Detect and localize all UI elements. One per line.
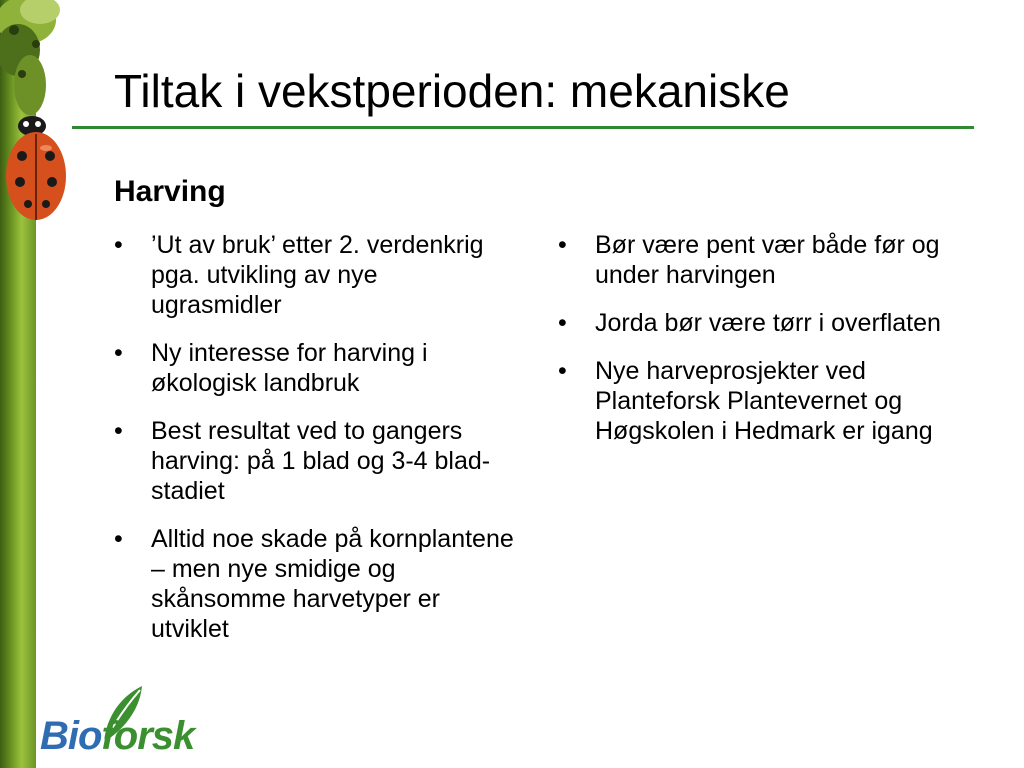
bullet-text: Best resultat ved to gangers harving: på 1 blad og 3-4 blad-stadiet bbox=[151, 417, 491, 505]
bullet-text: Alltid noe skade på kornplantene – men nye smidige og skånsomme harvetyper er utviklet bbox=[151, 525, 514, 643]
left-bullet-list bbox=[114, 230, 514, 662]
bullet-item bbox=[114, 416, 514, 506]
bullet-icon: • bbox=[114, 417, 123, 445]
bullet-item bbox=[114, 338, 514, 398]
bullet-text: Bør være pent vær både før og under harvingen bbox=[595, 231, 940, 289]
bullet-icon: • bbox=[558, 309, 567, 337]
bullet-item bbox=[114, 230, 514, 320]
bullet-item bbox=[114, 524, 514, 644]
title-underline bbox=[72, 126, 974, 129]
logo-wordmark bbox=[40, 714, 194, 759]
bullet-text: Jorda bør være tørr i overflaten bbox=[595, 309, 941, 337]
slide-title: Tiltak i vekstperioden: mekaniske bbox=[114, 65, 790, 117]
ladybug-icon bbox=[2, 112, 70, 224]
bullet-item bbox=[558, 356, 958, 446]
bullet-text: ’Ut av bruk’ etter 2. verdenkrig pga. utvikling av nye ugrasmidler bbox=[151, 231, 484, 319]
bullet-icon: • bbox=[558, 231, 567, 259]
bullet-icon: • bbox=[558, 357, 567, 385]
bullet-text: Nye harveprosjekter ved Planteforsk Plantevernet og Høgskolen i Hedmark er igang bbox=[595, 357, 933, 445]
bullet-icon: • bbox=[114, 231, 123, 259]
bullet-icon: • bbox=[114, 339, 123, 367]
bullet-item bbox=[558, 308, 958, 338]
logo-text-bio: Bio bbox=[40, 714, 102, 758]
section-heading: Harving bbox=[114, 175, 226, 208]
right-bullet-list bbox=[558, 230, 958, 464]
bullet-text: Ny interesse for harving i økologisk landbruk bbox=[151, 339, 428, 397]
logo-text-forsk: forsk bbox=[101, 714, 195, 758]
bullet-item bbox=[558, 230, 958, 290]
bioforsk-logo bbox=[38, 684, 198, 764]
bullet-icon: • bbox=[114, 525, 123, 553]
